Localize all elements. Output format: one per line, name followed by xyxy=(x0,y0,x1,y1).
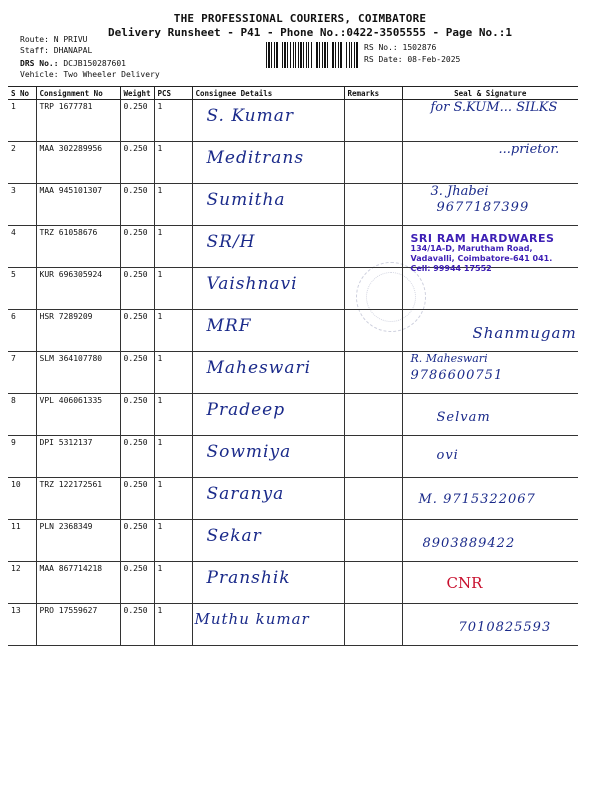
row-remarks xyxy=(344,436,402,478)
row-remarks xyxy=(344,394,402,436)
table-header xyxy=(8,87,578,100)
row-consignee xyxy=(192,142,344,184)
signature-line-1: 3. Jhabei xyxy=(430,184,489,199)
consignee-handwriting: Saranya xyxy=(206,484,285,504)
consignee-handwriting: MRF xyxy=(206,316,252,336)
signature-line-2: ovi xyxy=(436,448,459,463)
col-consignment: Consignment No xyxy=(36,87,120,100)
rs-date-value: 08-Feb-2025 xyxy=(407,55,461,64)
row-signature xyxy=(402,184,578,226)
row-remarks xyxy=(344,226,402,268)
row-sno: 6 xyxy=(8,310,36,352)
row-remarks xyxy=(344,184,402,226)
row-consignee xyxy=(192,520,344,562)
row-weight: 0.250 xyxy=(120,268,154,310)
row-sno: 4 xyxy=(8,226,36,268)
row-remarks xyxy=(344,100,402,142)
row-consignment-no: MAA 867714218 xyxy=(36,562,120,604)
stamp-cell: Cell: 99944 17552 xyxy=(410,264,492,273)
row-pcs: 1 xyxy=(154,100,192,142)
consignee-handwriting: Maheswari xyxy=(206,358,312,378)
row-pcs: 1 xyxy=(154,226,192,268)
row-consignee xyxy=(192,268,344,310)
row-pcs: 1 xyxy=(154,436,192,478)
row-weight: 0.250 xyxy=(120,604,154,646)
signature-line-1: R. Maheswari xyxy=(410,352,488,365)
row-consignment-no: SLM 364107780 xyxy=(36,352,120,394)
row-signature xyxy=(402,478,578,520)
route-value: N PRIVU xyxy=(53,35,88,44)
row-sno: 9 xyxy=(8,436,36,478)
table-row xyxy=(8,604,578,646)
runsheet-title: Delivery Runsheet - P41 - Phone No.:0422-3505555 - Page No.:1 xyxy=(108,26,512,39)
row-consignee xyxy=(192,352,344,394)
row-consignee xyxy=(192,478,344,520)
row-consignee xyxy=(192,226,344,268)
row-pcs: 1 xyxy=(154,478,192,520)
col-pcs: PCS xyxy=(154,87,192,100)
consignee-handwriting: Pradeep xyxy=(206,400,286,420)
row-pcs: 1 xyxy=(154,520,192,562)
row-consignment-no: PRO 17559627 xyxy=(36,604,120,646)
row-weight: 0.250 xyxy=(120,478,154,520)
barcode-gaps xyxy=(266,42,358,68)
row-consignment-no: HSR 7289209 xyxy=(36,310,120,352)
row-signature xyxy=(402,562,578,604)
consignee-handwriting: S. Kumar xyxy=(206,106,295,126)
stamp-address-2: Vadavalli, Coimbatore-641 041. xyxy=(410,254,553,263)
row-sno: 3 xyxy=(8,184,36,226)
row-consignment-no: VPL 406061335 xyxy=(36,394,120,436)
signature-line-2: CNR xyxy=(446,574,483,592)
row-signature xyxy=(402,520,578,562)
row-sno: 12 xyxy=(8,562,36,604)
row-consignee xyxy=(192,100,344,142)
vehicle-field: Vehicle: Two Wheeler Delivery xyxy=(20,70,160,79)
row-weight: 0.250 xyxy=(120,100,154,142)
signature-line-2: 9786600751 xyxy=(410,368,504,383)
row-sno: 5 xyxy=(8,268,36,310)
row-remarks xyxy=(344,478,402,520)
row-consignment-no: TRP 1677781 xyxy=(36,100,120,142)
drs-value: DCJB150287601 xyxy=(63,59,126,68)
row-signature xyxy=(402,394,578,436)
table-row xyxy=(8,562,578,604)
row-pcs: 1 xyxy=(154,142,192,184)
table-row xyxy=(8,352,578,394)
consignee-handwriting: Sowmiya xyxy=(206,442,292,462)
row-consignment-no: PLN 2368349 xyxy=(36,520,120,562)
signature-line-2: Shanmugam xyxy=(472,324,577,342)
drs-field: DRS No.: DCJB150287601 xyxy=(20,59,126,68)
row-weight: 0.250 xyxy=(120,184,154,226)
row-pcs: 1 xyxy=(154,310,192,352)
row-consignee xyxy=(192,436,344,478)
table-row xyxy=(8,436,578,478)
row-consignment-no: TRZ 61058676 xyxy=(36,226,120,268)
vehicle-value: Two Wheeler Delivery xyxy=(63,70,160,79)
row-consignee xyxy=(192,310,344,352)
row-remarks xyxy=(344,604,402,646)
col-sno: S No xyxy=(8,87,36,100)
row-consignee xyxy=(192,562,344,604)
row-remarks xyxy=(344,562,402,604)
row-consignment-no: MAA 302289956 xyxy=(36,142,120,184)
table-row xyxy=(8,142,578,184)
table-row xyxy=(8,310,578,352)
consignee-handwriting: Vaishnavi xyxy=(206,274,298,294)
row-weight: 0.250 xyxy=(120,226,154,268)
row-consignee xyxy=(192,604,344,646)
row-remarks xyxy=(344,520,402,562)
row-remarks xyxy=(344,352,402,394)
row-pcs: 1 xyxy=(154,604,192,646)
col-consignee: Consignee Details xyxy=(192,87,344,100)
row-remarks xyxy=(344,310,402,352)
row-signature xyxy=(402,352,578,394)
row-consignee xyxy=(192,394,344,436)
row-pcs: 1 xyxy=(154,352,192,394)
col-remarks: Remarks xyxy=(344,87,402,100)
row-signature xyxy=(402,142,578,184)
row-pcs: 1 xyxy=(154,184,192,226)
row-consignment-no: DPI 5312137 xyxy=(36,436,120,478)
consignee-handwriting: Sumitha xyxy=(206,190,286,210)
row-sno: 2 xyxy=(8,142,36,184)
table-row xyxy=(8,100,578,142)
consignee-handwriting: SR/H xyxy=(206,232,256,252)
route-field: Route: N PRIVU xyxy=(20,35,88,44)
staff-field: Staff: DHANAPAL xyxy=(20,46,93,55)
signature-line-2: Selvam xyxy=(436,410,491,425)
row-remarks xyxy=(344,142,402,184)
row-signature xyxy=(402,268,578,310)
signature-line-2: M. 9715322067 xyxy=(418,492,536,507)
signature-line-2: 9677187399 xyxy=(436,200,530,215)
rs-date-field: RS Date: 08-Feb-2025 xyxy=(364,55,461,64)
table-row xyxy=(8,394,578,436)
signature-line-2: 7010825593 xyxy=(458,620,552,635)
table-row xyxy=(8,226,578,268)
rs-no-field: RS No.: 1502876 xyxy=(364,43,437,52)
row-weight: 0.250 xyxy=(120,352,154,394)
table-row xyxy=(8,184,578,226)
signature-line-1: for S.KUM... SILKS xyxy=(430,100,558,115)
runsheet-table xyxy=(8,86,578,646)
row-sno: 7 xyxy=(8,352,36,394)
rs-no-value: 1502876 xyxy=(402,43,437,52)
table-row xyxy=(8,520,578,562)
signature-line-2: 8903889422 xyxy=(422,536,516,551)
row-weight: 0.250 xyxy=(120,436,154,478)
consignee-handwriting: Meditrans xyxy=(206,148,305,168)
row-weight: 0.250 xyxy=(120,562,154,604)
table-row xyxy=(8,478,578,520)
row-sno: 13 xyxy=(8,604,36,646)
row-signature xyxy=(402,310,578,352)
consignee-handwriting: Sekar xyxy=(206,526,262,546)
row-pcs: 1 xyxy=(154,268,192,310)
row-pcs: 1 xyxy=(154,562,192,604)
row-signature xyxy=(402,604,578,646)
row-consignment-no: TRZ 122172561 xyxy=(36,478,120,520)
col-weight: Weight xyxy=(120,87,154,100)
consignee-handwriting: Pranshik xyxy=(206,568,291,588)
signature-line-1: ...prietor. xyxy=(498,142,560,157)
row-sno: 10 xyxy=(8,478,36,520)
row-sno: 1 xyxy=(8,100,36,142)
row-signature xyxy=(402,226,578,273)
staff-value: DHANAPAL xyxy=(53,46,93,55)
stamp-address-1: 134/1A-D, Marutham Road, xyxy=(410,244,533,253)
row-sno: 11 xyxy=(8,520,36,562)
row-consignee xyxy=(192,184,344,226)
row-sno: 8 xyxy=(8,394,36,436)
row-weight: 0.250 xyxy=(120,394,154,436)
company-name: THE PROFESSIONAL COURIERS, COIMBATORE xyxy=(173,12,427,25)
table-row xyxy=(8,268,578,310)
row-weight: 0.250 xyxy=(120,142,154,184)
row-weight: 0.250 xyxy=(120,310,154,352)
stamp-name: SRI RAM HARDWARES xyxy=(410,232,555,245)
row-consignment-no: MAA 945101307 xyxy=(36,184,120,226)
consignee-handwriting: Muthu kumar xyxy=(194,610,310,628)
row-signature xyxy=(402,436,578,478)
row-weight: 0.250 xyxy=(120,520,154,562)
row-pcs: 1 xyxy=(154,394,192,436)
row-consignment-no: KUR 696305924 xyxy=(36,268,120,310)
row-signature xyxy=(402,100,578,142)
row-remarks xyxy=(344,268,402,310)
col-seal-signature: Seal & Signature xyxy=(402,87,578,100)
